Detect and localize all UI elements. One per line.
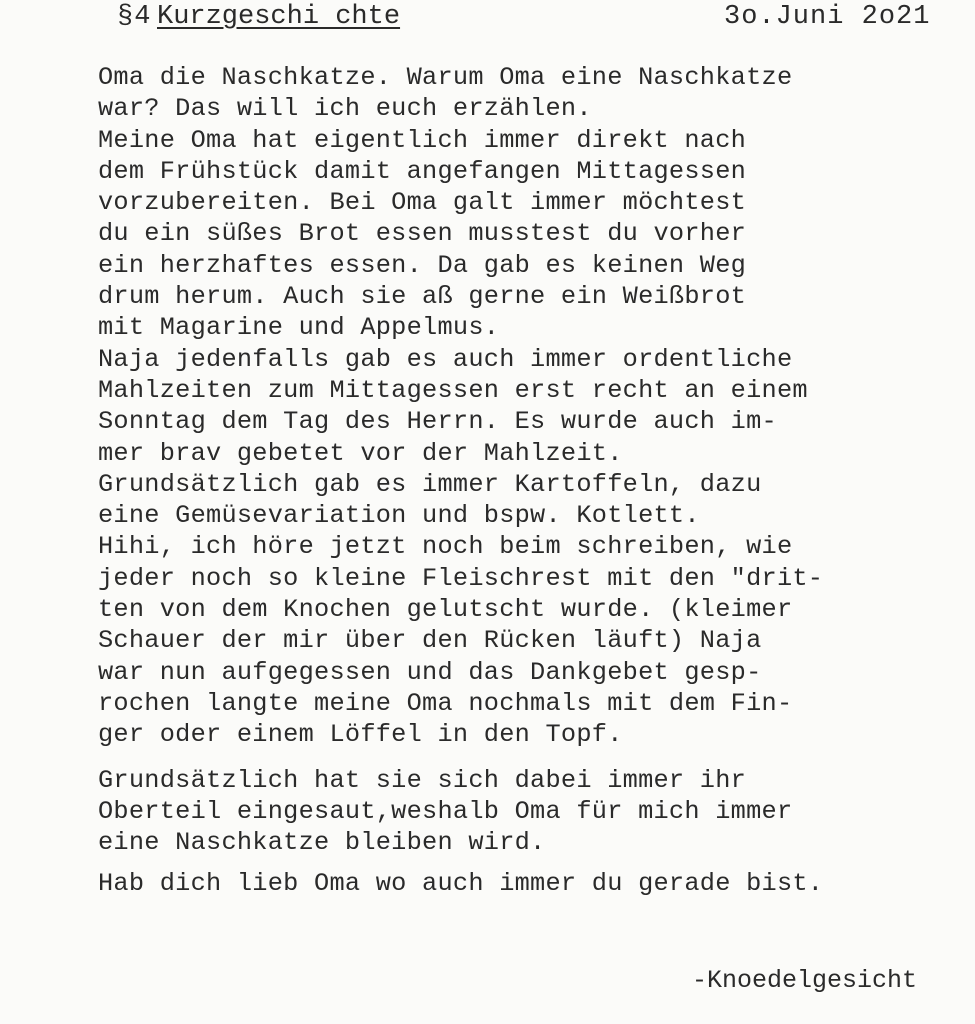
paragraph-main xyxy=(98,62,968,751)
text-line: ger oder einem Löffel in den Topf. xyxy=(98,720,623,750)
text-line: Schauer der mir über den Rücken läuft) Naja xyxy=(98,626,762,656)
text-line: mit Magarine und Appelmus. xyxy=(98,313,500,343)
text-line: Naja jedenfalls gab es auch immer ordentliche xyxy=(98,344,793,374)
text-line: eine Gemüsevariation und bspw. Kotlett. xyxy=(98,501,700,531)
text-line: eine Naschkatze bleiben wird. xyxy=(98,828,546,858)
text-line: Mahlzeiten zum Mittagessen erst recht an einem xyxy=(98,375,808,405)
page-date: 3o.Juni 2o21 xyxy=(724,2,931,32)
text-line: drum herum. Auch sie aß gerne ein Weißbrot xyxy=(98,282,747,312)
text-line: rochen langte meine Oma nochmals mit dem Fin- xyxy=(98,688,793,718)
text-line: mer brav gebetet vor der Mahlzeit. xyxy=(98,438,623,468)
paragraph-second xyxy=(98,765,968,859)
text-line: Oberteil eingesaut,weshalb Oma für mich immer xyxy=(98,796,793,826)
paragraph-gap xyxy=(98,858,968,868)
text-line: Hihi, ich höre jetzt noch beim schreiben, wie xyxy=(98,532,793,562)
text-line: ein herzhaftes essen. Da gab es keinen Weg xyxy=(98,250,747,280)
section-number: §4 xyxy=(117,2,152,32)
text-line: Sonntag dem Tag des Herrn. Es wurde auch im- xyxy=(98,407,777,437)
text-line: Hab dich lieb Oma wo auch immer du gerade bist. xyxy=(98,869,824,899)
story-body xyxy=(98,62,968,900)
text-line: Oma die Naschkatze. Warum Oma eine Naschkatze xyxy=(98,63,793,92)
text-line: Grundsätzlich hat sie sich dabei immer ihr xyxy=(98,765,747,795)
text-line: war? Das will ich euch erzählen. xyxy=(98,94,592,124)
paragraph-closing xyxy=(98,868,968,899)
text-line: dem Frühstück damit angefangen Mittagessen xyxy=(98,156,747,186)
text-line: ten von dem Knochen gelutscht wurde. (kleimer xyxy=(98,595,793,625)
text-line: jeder noch so kleine Fleischrest mit den "drit- xyxy=(98,563,824,593)
text-line: du ein süßes Brot essen musstest du vorher xyxy=(98,219,747,249)
page-title: Kurzgeschi chte xyxy=(157,2,401,32)
text-line: vorzubereiten. Bei Oma galt immer möchtest xyxy=(98,188,747,218)
signature: -Knoedelgesicht xyxy=(692,966,918,995)
text-line: Meine Oma hat eigentlich immer direkt nach xyxy=(98,125,747,155)
text-line: Grundsätzlich gab es immer Kartoffeln, dazu xyxy=(98,469,762,499)
page-header xyxy=(0,2,975,38)
text-line: war nun aufgegessen und das Dankgebet gesp- xyxy=(98,657,762,687)
paragraph-gap xyxy=(98,751,968,765)
